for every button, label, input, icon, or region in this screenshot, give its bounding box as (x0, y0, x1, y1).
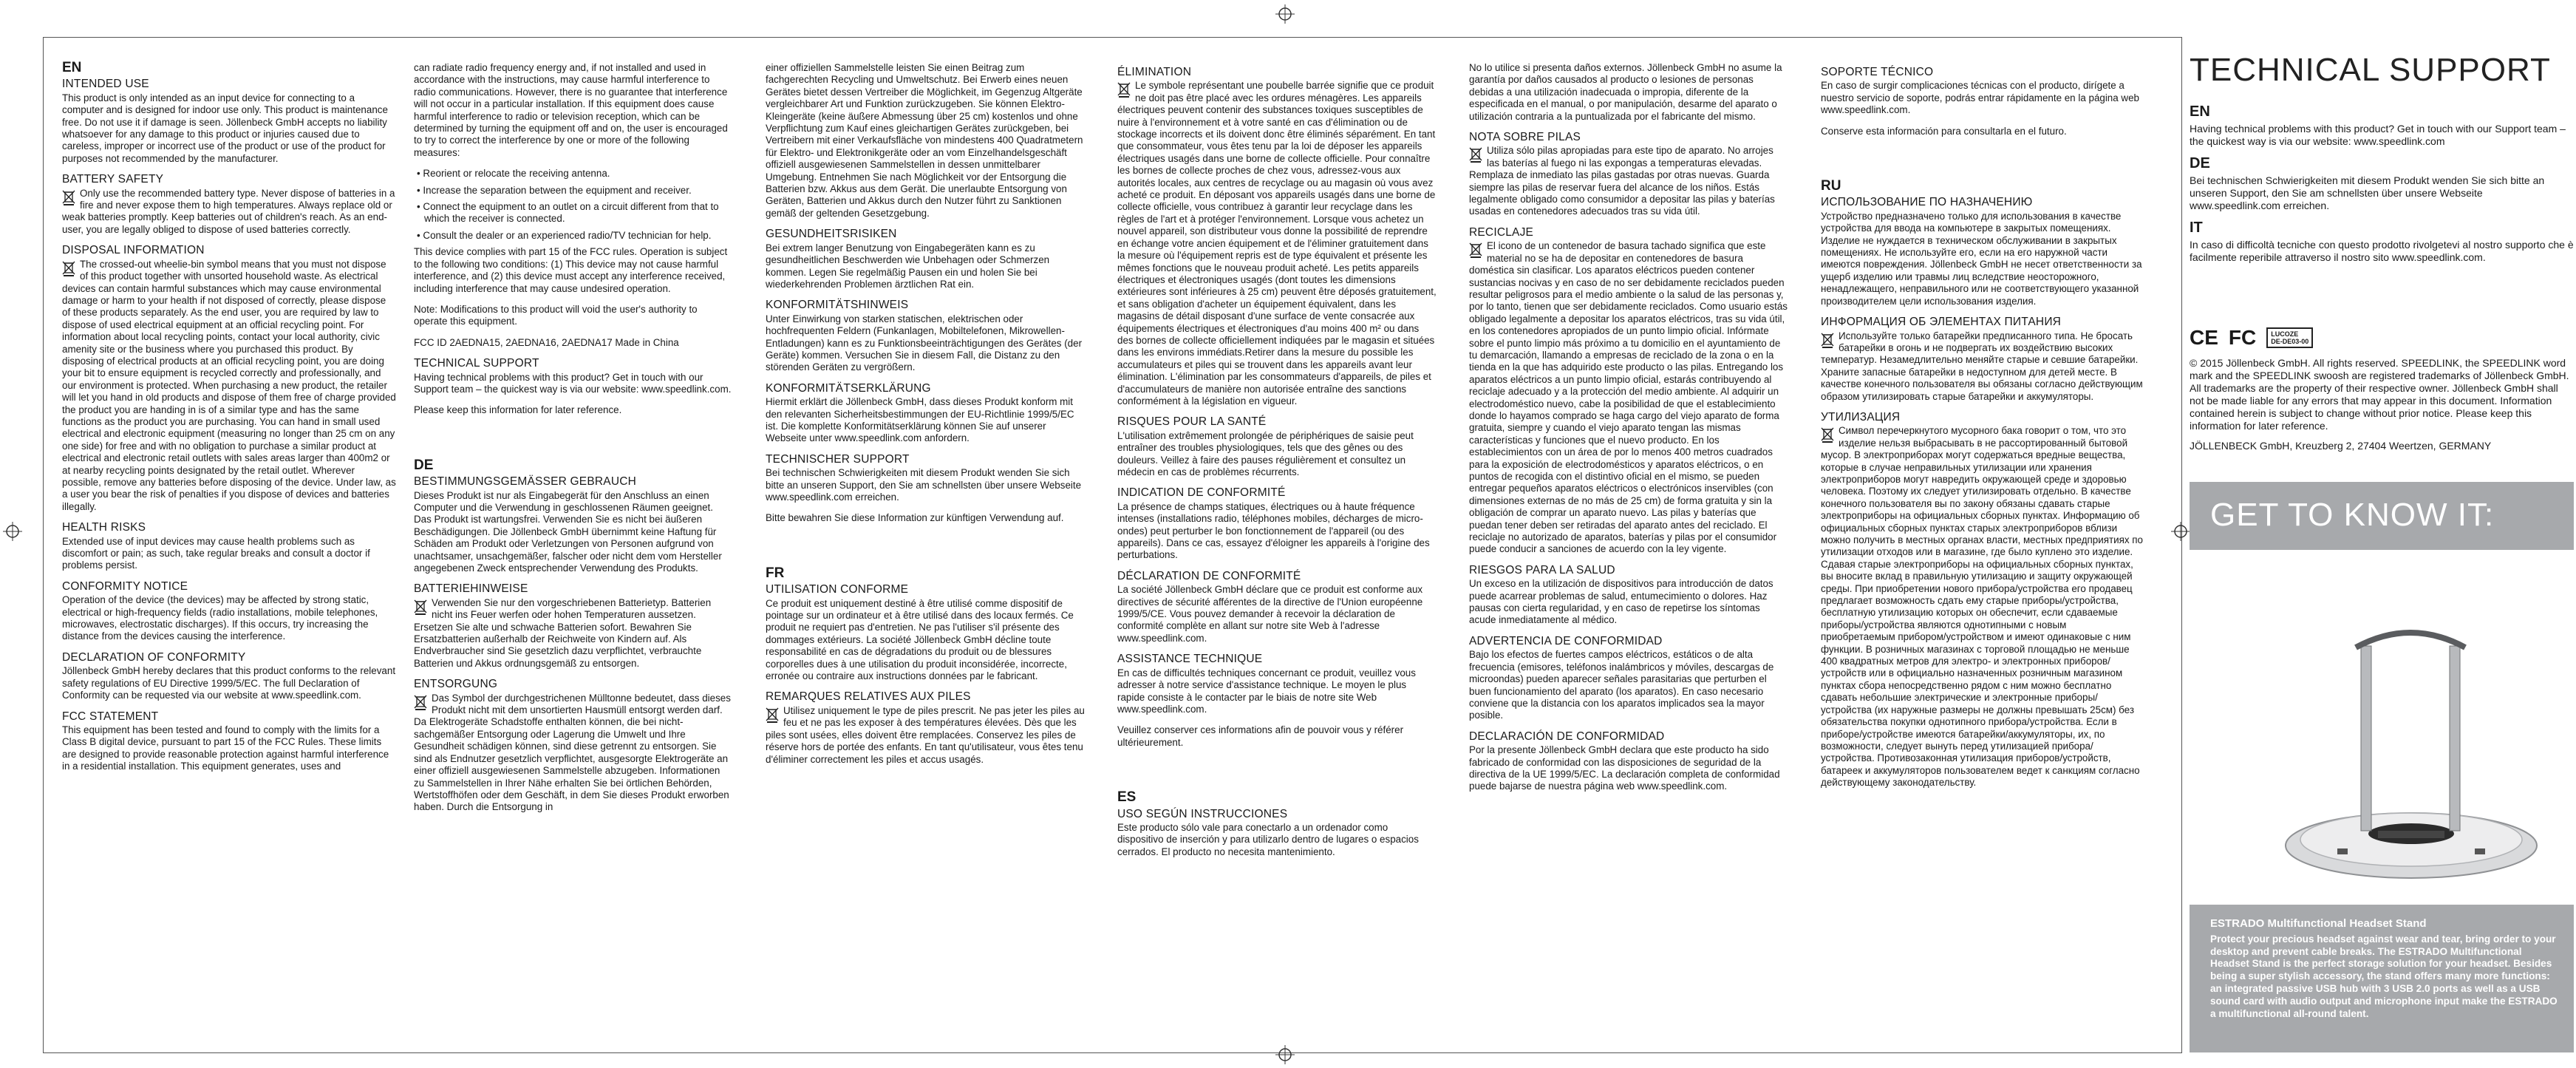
language-heading: DE (2190, 155, 2210, 171)
section-title: ИНФОРМАЦИЯ ОБ ЭЛЕМЕНТАХ ПИТАНИЯ (1821, 316, 2062, 329)
bullet-item: • Connect the equipment to an outlet on a circuit different from that to which the receiver is connected. (417, 201, 719, 225)
section-text: Dieses Produkt ist nur als Eingabegerät für den Anschluss an einen Computer und die Verwendung in geschlossenen Räumen geeignet. Das Produkt ist wartungsfrei. Verwenden Sie es nicht bei äußeren Beschädigungen. Die Jöllenbeck GmbH übernimmt keine Haftung für Schäden am Produkt oder Verletzungen von Personen aufgrund von unachtsamer, unsachgemäßer, falscher oder nicht dem vom Hersteller angegebenen Zweck entsprechender Verwendung des Produkts. (414, 489, 722, 574)
section-text: Note: Modifications to this product will void the user's authority to operate this equipment. (414, 303, 698, 327)
registration-mark-icon (2171, 522, 2190, 541)
language-heading: ES (1117, 789, 1137, 806)
section-text: L'utilisation extrêmement prolongée de périphériques de saisie peut entraîner des troubles physiologiques, tels que des gênes ou des douleurs. Veillez à faire des pauses régulièrement et consultez un médecin en cas de problèmes récurrents. (1117, 429, 1414, 477)
section-title: NOTA SOBRE PILAS (1469, 131, 1581, 144)
product-description: Protect your precious headset against wear and tear, bring order to your desktop and prevent cable breaks. The ESTRADO Multifunctional Headset Stand is the perfect storage solution for your headset. Besides being a super stylish accessory, the stand offers many more functions: an integrated passive USB hub with 3 USB 2.0 ports as well as a USB sound card with audio output and microphone input make the ESTRADO a multifunctional all-round talent. (2210, 933, 2558, 1019)
section-text: Le symbole représentant une poubelle barrée signifie que ce produit ne doit pas être placé avec les ordures ménagères. Les appareils électriques peuvent contenir des substances toxiques susceptibles de nuire à l'environnement et à votre santé en cas d'élimination ou de stockage incorrects et ils doivent donc être éliminés séparément. En tant que consommateur, vous êtes tenu par la loi de déposer les appareils électriques usagés dans une borne de collecte officielle. Pour connaître les bornes de collecte proches de chez vous, adressez-vous aux autorités locales, aux centres de recyclage ou au magasin où vous avez acheté ce produit. En déposant vos appareils usagés dans une borne de collecte officielle, vous contribuez à garantir leur recyclage dans les règles de l'art et à protéger l'environnement. Lorsque vous achetez un nouvel appareil, son distributeur vous donne la possibilité de reprendre en échange votre ancien équipement et de l'éliminer gratuitement dans la mesure où l'équipement repris est de type équivalent et présente les mêmes fonctions que le nouveau produit acheté. Les petits appareils électriques et électroniques usagés (dont toutes les dimensions extérieures sont inférieures à 25 cm) peuvent être déposés gratuitement, et sans obligation d'acheter un équipement équivalent, dans les magasins de détail disposant d'une surface de vente consacrée aux équipements électriques et électroniques d'au moins 400 m² ou dans des bornes de collecte officiellement indiquées par le magasin et situées dans les environs immédiats.Retirer dans la mesure du possible les accumulateurs et piles qui se trouvent dans les appareils avant leur élimination. L'élimination par les consommateurs d'appareils, de piles et d'accumulateurs de manière non autorisée entraîne des sanctions conformément à la législation en vigueur. (1117, 80, 1437, 407)
trim-line-left (43, 37, 44, 1053)
section-text: Bajo los efectos de fuertes campos eléctricos, estáticos o de alta frecuencia (emisores, teléfonos inalámbricos y móviles, descargas de microondas) pueden aparecer señales parasitarias que perturben el buen funcionamiento del aparato (los aparatos). En caso necesario conviene que la distancia con los aparatos implicados sea la mayor posible. (1469, 649, 1774, 721)
section-text: Por la presente Jöllenbeck GmbH declara que este producto ha sido fabricado de conformidad con las disposiciones de seguridad de la directiva de la UE 1999/5/EC. La declaración completa de conformidad puede bajarse de nuestra página web www.speedlink.com. (1469, 744, 1780, 792)
section-title: FCC STATEMENT (62, 710, 159, 723)
section-text: Conserve esta información para consultarla en el futuro. (1821, 125, 2067, 137)
copyright-text: © 2015 Jöllenbeck GmbH. All rights reserved. SPEEDLINK, the SPEEDLINK word mark and the SPEEDLINK swoosh are registered trademarks of Jöllenbeck GmbH. All trademarks are the property of their respective owner. Jöllenbeck GmbH shall not be made liable for any errors that may appear in this document. Information contained herein is subject to change without prior notice. Please keep this information for later reference. (2190, 357, 2569, 432)
section-title: BATTERY SAFETY (62, 173, 164, 186)
section-title: ENTSORGUNG (414, 678, 498, 691)
section-title: TECHNISCHER SUPPORT (766, 452, 910, 466)
bullet-item: • Consult the dealer or an experienced radio/TV technician for help. (417, 229, 712, 241)
bullet-item: • Increase the separation between the equipment and receiver. (417, 184, 692, 196)
crossed-bin-icon (766, 707, 779, 723)
section-title: KONFORMITÄTSERKLÄRUNG (766, 381, 931, 395)
section-text: This device complies with part 15 of the FCC rules. Operation is subject to the following two conditions: (1) This device may not cause harmful interference, and (2) this device must accept any interference received, including interference that may cause undesired operation. (414, 246, 728, 294)
trim-line-fold (2181, 37, 2182, 1053)
section-title: RISQUES POUR LA SANTÉ (1117, 415, 1267, 429)
column-en-1 (62, 62, 396, 782)
section-title: RECICLAJE (1469, 225, 1534, 239)
technical-support-panel (2190, 38, 2574, 460)
section-title: TECHNICAL SUPPORT (414, 357, 539, 370)
section-title: DECLARACIÓN DE CONFORMIDAD (1469, 729, 1665, 743)
section-text: Verwenden Sie nur den vorgeschriebenen Batterietyp. Batterien nicht ins Feuer werfen oder hohen Temperaturen aussetzen. Ersetzen Sie alte und schwache Batterien sofort. Bewahren Sie Ersatzbatterien außerhalb der Reichweite von Kindern auf. Als Endverbraucher sind Sie gesetzlich dazu verpflichtet, verbrauchte Batterien und Akkus ordnungsgemäß zu entsorgen. (414, 596, 712, 669)
section-text: Используйте только батарейки предписанного типа. Не бросать батарейки в огонь и не подвергать их воздействию высоких температур. Незамедлительно меняйте старые и севшие батарейки. Храните запасные батарейки в недоступном для детей месте. В качестве конечного пользователя вы обязаны согласно действующим образом утилизировать старые батарейки и аккумуляторы. (1821, 330, 2143, 402)
section-title: SOPORTE TÉCNICO (1821, 66, 1934, 78)
product-title: ESTRADO Multifunctional Headset Stand (2210, 917, 2427, 930)
get-to-know-banner (2190, 482, 2574, 550)
crossed-bin-icon (62, 189, 75, 205)
column-de-fr (766, 62, 1085, 775)
section-text: Unter Einwirkung von starken statischen, elektrischen oder hochfrequenten Feldern (Funkanlagen, Mobiltelefonen, Mikrowellen-Entladungen) kann es zu Funktionsbeeinträchtigungen des Gerätes (der Geräte) kommen. Versuchen Sie in diesem Fall, die Distanz zu den störenden Geräten zu vergrößern. (766, 313, 1083, 373)
column-fr-es (1117, 62, 1437, 867)
bullet-item: • Reorient or relocate the receiving antenna. (417, 168, 610, 180)
section-text: Символ перечеркнутого мусорного бака говорит о том, что это изделие нельзя выбрасывать в не рассортированный бытовой мусор. В электроприборах могут содержаться вредные вещества, которые в случае неправильных утилизации или хранения электроприборов могут навредить окружающей среде и здоровью человека. Поэтому их следует утилизировать отдельно. В качестве конечного пользователя вы по закону обязаны сдавать старые электроприборы на официальных сборных пунктах. Информацию об официальных сборных пунктах старых электроприборов вблизи можно получить в местных органах власти, местных предприятиях по утилизации отходов или в магазине, где было куплено это изделие. Сдавая старые электроприборы на официальных сборных пунктах, вы вносите вклад в правильную утилизацию и защиту окружающей среды. При приобретении нового прибора/устройства его продавец предлагает возможность сдать ему старые приборы/устройства, бесплатную утилизацию которых он обеспечит, если сдаваемые приборы/устройства являются однотипными с новым приобретаемым прибором/устройством и имеют одинаковые с ним функции. В розничных магазинах с торговой площадью не меньше 400 квадратных метров для электро- и электронных приборов/устройств или в официально назначенных розничным магазином пунктах сбора непосредственно рядом с ним можно бесплатно сдавать небольшие электрические и электронные приборы/устройства (их наружные размеры не должны превышать 25см) без обязательства покупки однотипного прибора/устройства. Если в приборе/устройстве имеются батарейки/аккумуляторы, их, по возможности, следует вынуть перед утилизацией прибора/устройства. Противозаконная утилизация приборов/устройств, батареек и аккумуляторов пользователем ведет к санкциям согласно действующему законодательству. (1821, 425, 2143, 789)
section-text: Extended use of input devices may cause health problems such as discomfort or pain; as such, take regular breaks and consult a doctor if problems persist. (62, 535, 370, 571)
section-text: En caso de surgir complicaciones técnicas con el producto, dirígete a nuestro servicio de soporte, podrás entrar rápidamente en la página web www.speedlink.com. (1821, 80, 2139, 116)
ce-mark-icon: CE (2190, 326, 2218, 349)
section-text: Bei extrem langer Benutzung von Eingabegeräten kann es zu gesundheitlichen Beschwerden wie Unbehagen oder Schmerzen kommen. Legen Sie regelmäßig Pausen ein und holen Sie bei wiederkehrenden Problemen ärztlichen Rat ein. (766, 242, 1050, 290)
section-text: La société Jöllenbeck GmbH déclare que ce produit est conforme aux directives de sécurité afférentes de la directive de l'Union européenne 1999/5/CE. Vous pouvez demander à recevoir la déclaration de conformité complète en allant sur notre site Web à l'adresse www.speedlink.com. (1117, 584, 1423, 644)
section-title: ИСПОЛЬЗОВАНИЕ ПО НАЗНАЧЕНИЮ (1821, 196, 2033, 209)
section-title: DÉCLARATION DE CONFORMITÉ (1117, 569, 1301, 582)
section-text: Veuillez conserver ces informations afin de pouvoir vous y référer ultérieurement. (1117, 724, 1404, 748)
section-title: RIESGOS PARA LA SALUD (1469, 563, 1615, 576)
language-heading: EN (2190, 103, 2210, 120)
support-text: Having technical problems with this product? Get in touch with our Support team – the quickest way is via our website: www.speedlink.com (2190, 123, 2566, 147)
language-heading: FR (766, 565, 785, 581)
section-text: Este producto sólo vale para conectarlo a un ordenador como dispositivo de inserción y para utilizarlo dentro de lugares o espacios cerrados. El producto no necesita mantenimiento. (1117, 821, 1419, 857)
section-text: Bei technischen Schwierigkeiten mit diesem Produkt wenden Sie sich bitte an unseren Support, den Sie am schnellsten über unsere Webseite www.speedlink.com erreichen. (766, 467, 1082, 503)
crossed-bin-icon (1821, 332, 1834, 348)
section-text: The crossed-out wheelie-bin symbol means that you must not dispose of this product together with unsorted household waste. As electrical devices can contain harmful substances which may cause environmental damage or harm to your health if not disposed of correctly, please dispose of these products separately. As the end user, you are required by law to dispose of used electrical equipment at an official recycling point. For information about local recycling points, contact your local authority, civic amenity site or the business where you purchased this product. By disposing of electrical products at an official recycling point, you are doing your bit to ensure equipment is recycled correctly and professionally, and our environment is protected. When purchasing a new product, the retailer will let you hand in old products and dispose of them free of charge provided the product you are handing in is of a similar type and has the same functions as the product you are purchasing. You can hand in small used electrical and electronic equipment (measuring no longer than 25 cm on any one side) for free and with no obligation to purchase a similar product at electrical and electronic retail outlets with sales areas larger than 400m2 or at nearby recycling points designated by the retail outlet. Wherever possible, remove any batteries before disposing of the device. Under law, as a user you bear the risk of penalties if you dispose of devices and batteries illegally. (62, 258, 396, 512)
column-es-ru (1821, 62, 2143, 798)
crossed-bin-icon (62, 260, 75, 276)
registration-mark-icon (1275, 4, 1295, 24)
crossed-bin-icon (1821, 426, 1834, 443)
section-text: Operation of the device (the devices) may be affected by strong static, electrical or high-frequency fields (radio installations, mobile telephones, microwaves, electrostatic discharges). If this occurs, try increasing the distance from the devices causing the interference. (62, 594, 378, 642)
section-title: GESUNDHEITSRISIKEN (766, 228, 897, 241)
column-es-2 (1469, 62, 1788, 802)
section-text: Please keep this information for later reference. (414, 404, 622, 416)
crossed-bin-icon (1469, 242, 1482, 258)
section-text: Jöllenbeck GmbH hereby declares that this product conforms to the relevant safety regulations of EU Directive 1999/5/EC. The full Declaration of Conformity can be requested via our website at www.speedlink.com. (62, 665, 396, 701)
crossed-bin-icon (1469, 146, 1482, 163)
section-title: ASSISTANCE TECHNIQUE (1117, 653, 1263, 666)
fcc-mark-icon: FC (2228, 326, 2257, 349)
section-title: ADVERTENCIA DE CONFORMIDAD (1469, 634, 1663, 647)
company-address: JÖLLENBECK GmbH, Kreuzberg 2, 27404 Weertzen, GERMANY (2190, 440, 2492, 452)
headset-stand-image (2190, 550, 2574, 905)
support-text: In caso di difficoltà tecniche con questo prodotto rivolgetevi al nostro supporto che è facilmente reperibile attraverso il nostro sito www.speedlink.com. (2190, 239, 2574, 263)
section-title: INTENDED USE (62, 78, 149, 91)
language-heading: IT (2190, 220, 2203, 236)
crossed-bin-icon (414, 694, 427, 710)
license-mark-icon: LUCOZE DE-DE03-00 (2266, 327, 2313, 348)
language-heading: DE (414, 457, 434, 473)
section-text: Utilisez uniquement le type de piles prescrit. Ne pas jeter les piles au feu et ne pas les exposer à des températures élevées. Dès que les piles sont usées, elles doivent être remplacées. Conservez les piles de réserve hors de portée des enfants. En tant qu'utilisateur, vous êtes tenu d'éliminer correctement les piles et accus usagés. (766, 704, 1085, 765)
section-text: En cas de difficultés techniques concernant ce produit, veuillez vous adresser à notre service d'assistance technique. Le moyen le plus rapide consiste à le contacter par le biais de notre site Web www.speedlink.com. (1117, 667, 1416, 715)
section-text: Bitte bewahren Sie diese Information zur künftigen Verwendung auf. (766, 512, 1064, 524)
section-title: HEALTH RISKS (62, 521, 146, 534)
section-text: Un exceso en la utilización de dispositivos para introducción de datos puede acarrear problemas de salud, entumecimiento o dolores. Haz pausas con cierta regularidad, y en caso de repetirse los síntomas acude inmediatamente al médico. (1469, 578, 1773, 626)
section-text: Ce produit est uniquement destiné à être utilisé comme dispositif de pointage sur un ordinateur et à être utilisé dans des locaux fermés. Ce produit ne requiert pas d'entretien. Ne pas l'utiliser s'il présente des dommages extérieurs. La société Jöllenbeck GmbH décline toute responsabilité en cas de dégradations du produit ou de blessures corporelles dues à une utilisation du produit inconsidérée, incorrecte, erronée ou contraire aux instructions données par le fabricant. (766, 597, 1074, 682)
crossed-bin-icon (414, 599, 427, 615)
section-text: Only use the recommended battery type. Never dispose of batteries in a fire and never expose them to high temperatures. Always replace old or weak batteries promptly. Keep batteries out of children's reach. As an end-user, you are legally obliged to dispose of used batteries correctly. (62, 187, 395, 235)
section-title: BATTERIEHINWEISE (414, 582, 528, 596)
section-text: No lo utilice si presenta daños externos. Jöllenbeck GmbH no asume la garantía por daños causados al producto o lesiones de personas debidas a una utilización inadecuada o impropia, diferente de la especificada en el manual, o por manipulación, desarme del aparato o utilización contraria a la puntualizada por el fabricante del mismo. (1469, 62, 1782, 122)
trim-line-top (43, 37, 2181, 38)
section-title: BESTIMMUNGSGEMÄSSER GEBRAUCH (414, 475, 637, 489)
section-text: La présence de champs statiques, électriques ou à haute fréquence intenses (installations radio, téléphones mobiles, décharges de micro-ondes) peut perturber le bon fonctionnement de l'appareil (ou des appareils). Dans ce cas, essayez d'éloigner les appareils à l'origine des perturbations. (1117, 500, 1430, 561)
section-title: INDICATION DE CONFORMITÉ (1117, 486, 1286, 500)
section-text: El icono de un contenedor de basura tachado significa que este material no se ha de depositar en contenedores de basura doméstica sin clasificar. Los aparatos eléctricos pueden contener sustancias nocivas y en caso de no ser debidamente reciclados pueden resultar peligrosos para el medio ambiente o la salud de las personas y, por lo tanto, tienen que ser debidamente reciclados. Como usuario estás obligado legalmente a depositar los aparatos eléctricos, tras su vida útil, en los contenedores apropiados de un punto limpio oficial. Infórmate sobre el punto limpio más próximo a tu domicilio en el ayuntamiento de tu demarcación, llamando a empresas de reciclado de la zona o en la tienda en la que has adquirido este producto o las pilas. Entregando los aparatos eléctricos a un punto limpio oficial, estarás contribuyendo al reciclaje adecuado y a la protección del medio ambiente. Al adquirir un electrodoméstico nuevo, cabe la posibilidad de que el establecimiento donde lo hayamos comprado se haga cargo del viejo aparato de forma gratuita, siempre y cuando el viejo aparato tengan las mismas características y funciones que el nuevo producto. En los establecimientos con un área de por lo menos 400 metros cuadrados para la exposición de electrodomésticos y aparatos eléctricos, o en puntos de recogida con el distintivo oficial en el mismo, se pueden entregar pequeños aparatos eléctricos o electrónicos inservibles (con dimensiones externas de no más de 25 cm) de forma gratuita y sin la obligación de comprar un aparato nuevo. Las pilas y baterías que puedan tener deben ser retiradas del aparato antes del reciclado. El reciclaje no autorizado de aparatos, baterías y pilas por el consumidor puede conducir a sanciones de acuerdo con la ley vigente. (1469, 240, 1788, 555)
section-text: Das Symbol der durchgestrichenen Mülltonne bedeutet, dass dieses Produkt nicht mit dem unsortierten Hausmüll entsorgt werden darf. Da Elektrogeräte Schadstoffe enthalten können, die bei nicht-sachgemäßer Entsorgung oder Lagerung die Umwelt und Ihre Gesundheit schädigen können, sind diese getrennt zu entsorgen. Sie sind als Endnutzer gesetzlich verpflichtet, ausgesorgte Elektrogeräte an einer offiziell ausgewiesenen Sammelstelle abzugeben. Informationen zu Sammelstellen in Ihrer Nähe erhalten Sie bei örtlichen Behörden, Wertstoffhöfen oder dem Geschäft, in dem Sie dieses Produkt erworben haben. Durch die Entsorgung in (414, 692, 731, 813)
section-title: ÉLIMINATION (1117, 66, 1192, 78)
section-title: DISPOSAL INFORMATION (62, 244, 205, 257)
section-title: CONFORMITY NOTICE (62, 579, 188, 593)
banner-title: GET TO KNOW IT: (2210, 497, 2495, 533)
section-title: KONFORMITÄTSHINWEIS (766, 299, 909, 312)
section-text: einer offiziellen Sammelstelle leisten Sie einen Beitrag zum fachgerechten Recycling und Umweltschutz. Bei Erwerb eines neuen Gerätes bietet dessen Vertreiber die Möglichkeit, im Gegenzug Altgeräte vergleichbarer Art und Funktion zurückzugeben. Sie können Elektro-Kleingeräte (keine äußere Abmessung über 25 cm) kostenlos und ohne Verpflichtung zum Kauf eines gleichartigen Gerätes zurückgeben, bei Vertreibern mit einer Verkaufsfläche von mindestens 400 Quadratmetern für Elektro- und Elektronikgeräte oder an vom Einzelhandelsgeschäft offiziell ausgewiesenen Sammelstellen in dessen unmittelbarer Umgebung. Entnehmen Sie nach Möglichkeit vor der Entsorgung die Batterien bzw. Akkus aus dem Gerät. Die unerlaubte Entsorgung von Geräten, Batterien und Akkus durch den Nutzer führt zu Sanktionen gemäß der geltenden Gesetzgebung. (766, 62, 1083, 219)
section-text: This equipment has been tested and found to comply with the limits for a Class B digital device, pursuant to part 15 of the FCC Rules. These limits are designed to provide reasonable protection against harmful interference in a residential installation. This equipment generates, uses and (62, 724, 389, 772)
registration-mark-icon (1275, 1045, 1295, 1064)
section-title: DECLARATION OF CONFORMITY (62, 650, 246, 664)
column-en-de (414, 62, 732, 823)
section-text: This product is only intended as an input device for connecting to a computer and is designed for indoor use only. This product is maintenance free. Do not use it if damage is seen. Jöllenbeck GmbH accepts no liability whatsoever for any damage to this product or injuries caused due to careless, improper or incorrect use of the product or use of the product for purposes not recommended by the manufacturer. (62, 92, 388, 164)
section-text: can radiate radio frequency energy and, if not installed and used in accordance with the instructions, may cause harmful interference to radio communications. However, there is no guarantee that interference will not occur in a particular installation. If this equipment does cause harmful interference to radio or television reception, which can be determined by turning the equipment off and on, the user is encouraged to try to correct the interference by one or more of the following measures: (414, 62, 728, 158)
crossed-bin-icon (1117, 81, 1131, 98)
product-description-panel (2190, 905, 2574, 1052)
section-text: Hiermit erklärt die Jöllenbeck GmbH, dass dieses Produkt konform mit den relevanten Sicherheitsbestimmungen der EU-Richtlinie 1999/5/EC ist. Die komplette Konformitätserklärung können Sie auf unserer Webseite unter www.speedlink.com anfordern. (766, 396, 1074, 444)
section-text: Устройство предназначено только для использования в качестве устройства для ввода на компьютере в закрытых помещениях. Изделие не нуждается в техническом обслуживании в закрытых помещениях. Не используйте его, если на его наружной части имеются повреждения. Jöllenbeck GmbH не несет ответственности за ущерб изделию или травмы лиц вследствие неосторожного, ненадлежащего, неправильного или не соответствующего указанной производителем цели использования изделия. (1821, 210, 2142, 307)
section-text: Having technical problems with this product? Get in touch with our Support team – the quickest way is via our website: www.speedlink.com. (414, 371, 732, 395)
language-heading: RU (1821, 178, 1841, 194)
fcc-id: FCC ID 2AEDNA15, 2AEDNA16, 2AEDNA17 Made in China (414, 336, 679, 348)
section-title: UTILISATION CONFORME (766, 583, 909, 596)
trim-line-bottom (43, 1052, 2181, 1053)
section-title: УТИЛИЗАЦИЯ (1821, 410, 1901, 424)
panel-title: TECHNICAL SUPPORT (2190, 52, 2551, 88)
support-text: Bei technischen Schwierigkeiten mit diesem Produkt wenden Sie sich bitte an unseren Support, den Sie am schnellsten über unsere Webseite www.speedlink.com erreichen. (2190, 174, 2545, 211)
section-title: USO SEGÚN INSTRUCCIONES (1117, 807, 1288, 820)
certification-marks (2190, 326, 2574, 350)
registration-mark-icon (3, 522, 22, 541)
section-text: Utiliza sólo pilas apropiadas para este tipo de aparato. No arrojes las baterías al fuego ni las expongas a temperaturas elevadas. Remplaza de inmediato las pilas gastadas por otras nuevas. Guarda siempre las pilas de reservar fuera del alcance de los niños. Estás legalmente obligado como consumidor a depositar las pilas y baterías usadas en contenedores adecuados tras su vida útil. (1469, 145, 1775, 217)
language-heading: EN (62, 60, 82, 75)
section-title: REMARQUES RELATIVES AUX PILES (766, 690, 971, 704)
